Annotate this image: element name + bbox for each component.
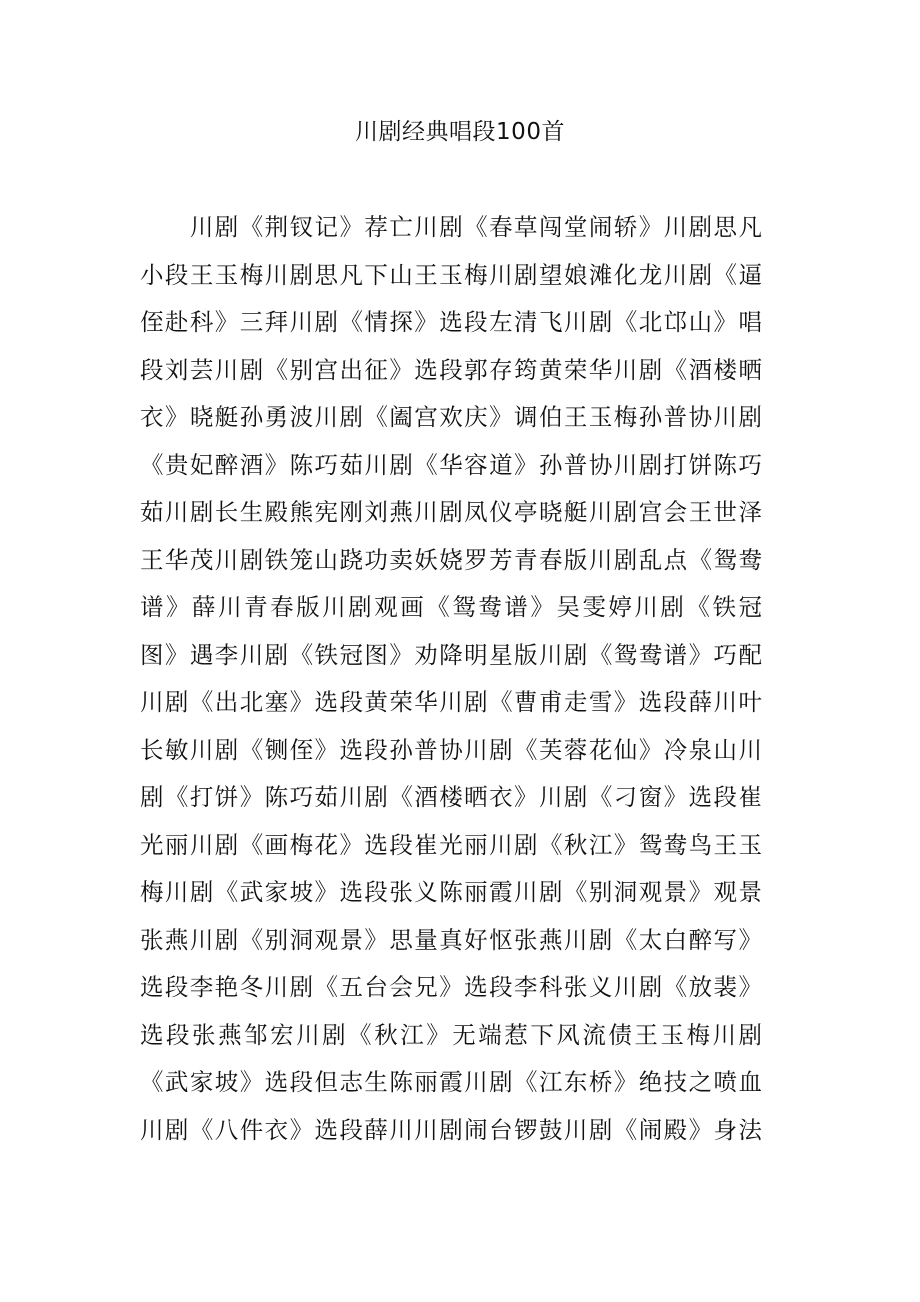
document-title: 川剧经典唱段100首 bbox=[355, 119, 565, 145]
text-line: 小段王玉梅川剧思凡下山王玉梅川剧望娘滩化龙川剧《逼 bbox=[140, 260, 762, 289]
text-line: 长敏川剧《铡侄》选段孙普协川剧《芙蓉花仙》冷泉山川 bbox=[140, 735, 762, 764]
text-line: 王华茂川剧铁笼山跷功卖妖娆罗芳青春版川剧乱点《鸳鸯 bbox=[140, 545, 762, 574]
text-line: 《武家坡》选段但志生陈丽霞川剧《江东桥》绝技之喷血 bbox=[140, 1068, 762, 1096]
text-line: 川剧《出北塞》选段黄荣华川剧《曹甫走雪》选段薛川叶 bbox=[140, 688, 762, 716]
text-line: 图》遇李川剧《铁冠图》劝降明星版川剧《鸳鸯谱》巧配 bbox=[140, 640, 762, 669]
text-line: 选段张燕邹宏川剧《秋江》无端惹下风流债王玉梅川剧 bbox=[140, 1020, 762, 1049]
text-line: 张燕川剧《别洞观景》思量真好怄张燕川剧《太白醉写》 bbox=[140, 925, 762, 954]
text-line: 段刘芸川剧《别宫出征》选段郭存筠黄荣华川剧《酒楼晒 bbox=[140, 355, 762, 384]
text-line: 光丽川剧《画梅花》选段崔光丽川剧《秋江》鸳鸯鸟王玉 bbox=[140, 830, 762, 859]
text-line: 剧《打饼》陈巧茹川剧《酒楼晒衣》川剧《刁窗》选段崔 bbox=[140, 783, 762, 811]
text-line: 谱》薛川青春版川剧观画《鸳鸯谱》吴雯婷川剧《铁冠 bbox=[140, 593, 762, 621]
text-line: 川剧《八件衣》选段薛川川剧闹台锣鼓川剧《闹殿》身法 bbox=[140, 1115, 762, 1144]
text-line: 选段李艳冬川剧《五台会兄》选段李科张义川剧《放裴》 bbox=[140, 973, 762, 1001]
document-body bbox=[140, 204, 762, 1154]
text-line: 衣》晓艇孙勇波川剧《阖宫欢庆》调伯王玉梅孙普协川剧 bbox=[140, 403, 762, 431]
text-line: 梅川剧《武家坡》选段张义陈丽霞川剧《别洞观景》观景 bbox=[140, 878, 762, 906]
text-line: 侄赴科》三拜川剧《情探》选段左清飞川剧《北邙山》唱 bbox=[140, 308, 762, 336]
text-line: 《贵妃醉酒》陈巧茹川剧《华容道》孙普协川剧打饼陈巧 bbox=[140, 450, 762, 479]
text-line: 川剧《荆钗记》荐亡川剧《春草闯堂闹轿》川剧思凡 bbox=[140, 213, 762, 241]
text-line: 茹川剧长生殿熊宪刚刘燕川剧凤仪亭晓艇川剧宫会王世泽 bbox=[140, 498, 762, 526]
